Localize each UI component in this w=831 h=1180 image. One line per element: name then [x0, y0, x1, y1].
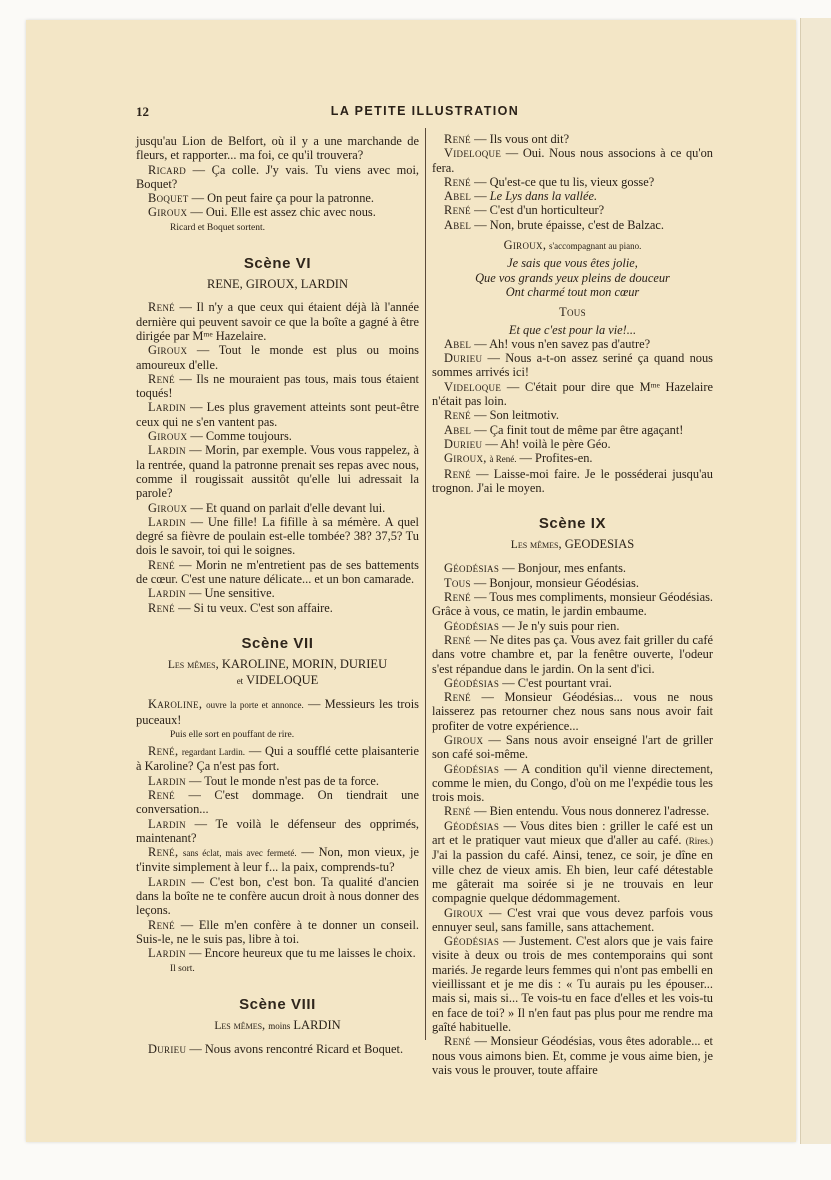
dialogue-line: Géodésias — Vous dites bien : griller le café est un art et le pratiquer vaut mieux que d'aller au café. (Rires.) J'ai la passion du café. Ainsi, tenez, ce soir, je dîne en ville chez de vieux amis. Eh bien, leur café détestable me gâterait ma soirée si je ne trouvais en leur compagnie quelque dédommagement.: [432, 818, 713, 906]
speaker-name: Géodésias: [444, 761, 500, 776]
speaker-name: Géodésias: [444, 818, 500, 833]
aside: (Rires.): [685, 836, 713, 847]
dialogue-text: Oui. Nous nous associons à ce qu'on fera.: [432, 146, 713, 175]
dialogue-line: René, regardant Lardin. — Qui a soufflé cette plaisanterie à Karoline? Ça n'est pas fort.: [136, 744, 420, 774]
speaker-name: René: [148, 845, 175, 860]
dialogue-text: J'ai la passion du café. Ainsi, tenez, ce soir, je dîne en ville chez de vieux amis. Eh bien, leur café détestable me gâterait ma soirée si je ne trouvais en leur compagnie quelque dédommagement.: [432, 848, 713, 906]
dialogue-line: Lardin — Une sensitive.: [148, 586, 275, 601]
dialogue-text: Tout le monde n'est pas de ta force.: [204, 773, 380, 788]
dialogue-text: Non, brute épaisse, c'est de Balzac.: [489, 217, 665, 232]
speaker-name: René: [148, 557, 175, 572]
dialogue-text: Messieurs les trois puceaux!: [136, 697, 419, 727]
speaker-name: René: [148, 744, 175, 759]
dialogue-text: Qui a soufflé cette plaisanterie à Karoline? Ça n'est pas fort.: [136, 744, 420, 774]
speaker-name: René: [148, 371, 175, 386]
dialogue-line: Lardin — C'est bon, c'est bon. Ta qualité d'ancien dans la boîte ne te confère aucun droit à nous donner des leçons.: [136, 874, 419, 918]
speaker-name: René: [148, 917, 175, 932]
dialogue-text: C'est dommage. On tiendrait une conversation...: [136, 787, 419, 817]
dialogue-text: Monsieur Géodésias... vous ne nous laisserez pas retourner chez nous sans nous avoir fait profiter de votre expérience...: [432, 690, 713, 733]
dialogue-line: René — Qu'est-ce que tu lis, vieux gosse?: [444, 174, 655, 189]
dialogue-text: Non, mon vieux, je t'invite simplement à leur f... la paix, comprends-tu?: [136, 845, 419, 875]
dialogue-line: René — Son leitmotiv.: [444, 408, 559, 423]
dialogue-text: C'est bon, c'est bon. Ta qualité d'ancien dans la boîte ne te confère aucun droit à nous donner des leçons.: [136, 874, 419, 918]
speaker-name: Durieu: [444, 436, 483, 451]
speaker-name: Ricard: [148, 162, 187, 177]
dialogue-text: Je n'y suis pour rien.: [517, 618, 620, 633]
scene-heading: Scène VII: [241, 634, 314, 652]
dialogue-text: Il n'y a que ceux qui étaient déjà là l'année dernière qui peuvent savoir ce que la boîte a gagné à être dirigée par Mᵐᵉ Hazelaire.: [136, 300, 419, 343]
dialogue-line: Abel — Non, brute épaisse, c'est de Balzac.: [444, 217, 665, 232]
dialogue-text: Tous mes compliments, monsieur Géodésias. Grâce à vous, ce matin, le jardin embaume.: [432, 590, 713, 619]
dialogue-line: Durieu — Nous a-t-on assez seriné ça quand nous sommes arrivés ici!: [432, 351, 713, 380]
dialogue-text: Laisse-moi faire. Je le posséderai jusqu'au trognon. J'ai le moyen.: [432, 466, 713, 495]
dialogue-line: René — Ils ne mouraient pas tous, mais tous étaient toqués!: [136, 371, 419, 401]
cast-segment: moins: [268, 1021, 291, 1032]
dialogue-text: Bonjour, mes enfants.: [517, 561, 626, 576]
dialogue-line: René — Ils vous ont dit?: [444, 132, 570, 146]
page-number: 12: [136, 104, 149, 119]
speaker-name: Lardin: [148, 443, 186, 458]
dialogue-text: Ah! voilà le père Géo.: [500, 436, 611, 451]
dialogue-text: Ça finit tout de même par être agaçant!: [489, 422, 684, 437]
speaker-name: René: [148, 600, 175, 615]
cast-segment: LARDIN: [290, 1018, 341, 1033]
speaker-name: Abel: [444, 336, 472, 351]
speaker-name: René: [444, 1034, 471, 1049]
cast-segment: RENE, GIROUX, LARDIN: [207, 277, 348, 292]
centered-speaker: [432, 305, 713, 319]
dialogue-text: Profites-en.: [535, 451, 593, 466]
speaker-name: René: [148, 787, 175, 802]
speaker-name: Giroux: [148, 205, 188, 220]
cast-line: [136, 277, 419, 292]
dialogue-text: Vous dites bien : griller le café est un art et le pratiquer vaut mieux que d'aller au café.: [432, 818, 713, 848]
dialogue-text: C'est d'un horticulteur?: [489, 203, 605, 218]
cast-line: [136, 673, 419, 689]
dialogue-text: Morin ne m'entretient pas de ses battements de cœur. C'est une nature délicate... et un bon camarade.: [136, 557, 419, 587]
speaker-name: Giroux: [444, 905, 484, 920]
cast-segment: , GEODESIAS: [558, 537, 635, 552]
speaker-name: Lardin: [148, 874, 186, 889]
scene-heading: Scène VI: [243, 255, 312, 273]
speaker-name: René: [444, 690, 471, 705]
dialogue-line: Abel — Le Lys dans la vallée.: [444, 189, 598, 204]
dialogue-text: Justement. C'est alors que je vais faire visite à deux ou trois de mes contemporains qui sont mariés. Je regarde leurs femmes qui n'ont pas embelli en vieillissant et je me dis : « Tu aurais pu les épouser... mais si, mais si... Te vois-tu en face d'elles et les vois-tu en face de toi? » Il n'en faut pas plus pour me rendre ma gaîté habituelle.: [432, 934, 713, 1034]
dialogue-text: Et quand on parlait d'elle devant lui.: [205, 500, 386, 515]
dialogue-line: Durieu — Ah! voilà le père Géo.: [444, 436, 611, 451]
dialogue-line: René — Il n'y a que ceux qui étaient déjà là l'année dernière qui peuvent savoir ce que la boîte a gagné à être dirigée par Mᵐᵉ Hazelaire.: [136, 300, 419, 343]
dialogue-text: Bonjour, monsieur Géodésias.: [489, 575, 639, 590]
speaker-name: Géodésias: [444, 675, 500, 690]
dialogue-line: Videloque — Oui. Nous nous associons à ce qu'on fera.: [432, 146, 713, 175]
speaker-name: Lardin: [148, 773, 186, 788]
dialogue-line: Giroux — Sans nous avoir enseigné l'art de griller son café soi-même.: [432, 732, 713, 762]
dialogue-text: Ils vous ont dit?: [489, 132, 570, 146]
dialogue-text: Le Lys dans la vallée.: [489, 189, 598, 204]
speaker-name: Abel: [444, 189, 472, 204]
dialogue-line: Giroux — Oui. Elle est assez chic avec nous.: [148, 205, 376, 220]
adjacent-page-edge: [800, 18, 831, 1144]
cast-line: [432, 537, 713, 553]
speaker-name: Lardin: [148, 946, 186, 961]
speaker-name: Giroux: [148, 343, 188, 358]
dialogue-text: Ne dites pas ça. Vous avez fait griller du café dans votre chambre et, par la fenêtre ouverte, l'odeur s'est répandue dans le jardin. On la sent d'ici.: [432, 632, 713, 676]
speaker-name: Videloque: [444, 379, 502, 394]
dialogue-line: Géodésias — Bonjour, mes enfants.: [444, 561, 626, 576]
column-divider: [425, 128, 426, 1040]
stage-direction: Ricard et Boquet sortent.: [170, 222, 265, 233]
dialogue-text: Nous avons rencontré Ricard et Boquet.: [204, 1042, 404, 1057]
speaker-name: Giroux: [444, 732, 484, 747]
dialogue-line: Lardin — Tout le monde n'est pas de ta force.: [148, 773, 380, 788]
stage-direction: sans éclat, mais avec fermeté.: [182, 848, 297, 859]
cast-segment: Les mêmes: [510, 539, 559, 552]
dialogue-text: On peut faire ça pour la patronne.: [207, 191, 375, 206]
dialogue-text: Sans nous avoir enseigné l'art de griller son café soi-même.: [432, 732, 713, 762]
cast-line: [136, 1018, 419, 1034]
dialogue-line: Lardin — Morin, par exemple. Vous vous rappelez, à la rentrée, quand la patronne prenait ses repas avec nous, comme il rougissait aussitôt qu'elle lui adressait la parole?: [136, 443, 419, 501]
dialogue-text: C'est pourtant vrai.: [517, 675, 612, 690]
dialogue-line: Lardin — Encore heureux que tu me laisses le choix.: [148, 946, 416, 961]
cast-line: [136, 657, 419, 673]
dialogue-text: A condition qu'il vienne directement, comme le mien, du Congo, d'où on me l'expédie tous les trois mois.: [432, 761, 713, 805]
continued-text: jusqu'au Lion de Belfort, où il y a une marchande de fleurs, et rapporter... ma foi, ce qu'il trouvera?: [136, 134, 419, 163]
dialogue-line: René — C'est d'un horticulteur?: [444, 203, 605, 218]
dialogue-line: Karoline, ouvre la porte et annonce. — Messieurs les trois puceaux!: [136, 697, 419, 727]
speaker-name: Giroux: [148, 429, 188, 444]
dialogue-line: René, sans éclat, mais avec fermeté. — Non, mon vieux, je t'invite simplement à leur f... la paix, comprends-tu?: [136, 845, 419, 875]
dialogue-line: Boquet — On peut faire ça pour la patronne.: [148, 191, 375, 206]
dialogue-line: Durieu — Nous avons rencontré Ricard et Boquet.: [148, 1042, 404, 1057]
verse-line: Et que c'est pour la vie!...: [508, 322, 637, 337]
speaker-name: René: [444, 174, 471, 189]
scene-characters: [136, 657, 419, 689]
speaker-name: Abel: [444, 422, 472, 437]
dialogue-text: Tout le monde est plus ou moins amoureux d'elle.: [136, 343, 419, 372]
dialogue-text: Une fille! La fifille à sa mémère. A quel degré sa fièvre de poulain est-elle tombée? 38? 37,5? Tu dois le savoir, toi qui le soignes.: [136, 514, 420, 558]
speaker-name: Géodésias: [444, 934, 500, 949]
cast-segment: ,: [262, 1018, 269, 1033]
stage-direction: Il sort.: [170, 963, 195, 974]
scene-characters: [136, 1018, 419, 1034]
speaker-name: René: [444, 632, 471, 647]
speaker-name: Giroux: [148, 500, 188, 515]
dialogue-text: Ça colle. J'y vais. Tu viens avec moi, Boquet?: [136, 162, 419, 191]
dialogue-text: Monsieur Géodésias, vous êtes adorable... et nous vous aimons bien. Et, comme je vous aime bien, je vais vous le prouver, toute affaire: [432, 1034, 713, 1077]
cast-segment: Les mêmes: [167, 659, 216, 672]
speaker-name: Durieu: [148, 1042, 187, 1057]
dialogue-text: Son leitmotiv.: [489, 408, 559, 423]
verse-line: Que vos grands yeux pleins de douceur: [475, 270, 670, 285]
speaker-name: René: [444, 132, 471, 146]
speaker-name: Giroux: [444, 451, 484, 466]
dialogue-text: C'était pour dire que Mᵐᵉ Hazelaire n'était pas loin.: [432, 379, 713, 409]
speaker-name: René: [148, 300, 175, 315]
scene-characters: [136, 277, 419, 292]
dialogue-line: Abel — Ça finit tout de même par être agaçant!: [444, 422, 684, 437]
dialogue-line: René — Bien entendu. Vous nous donnerez l'adresse.: [444, 804, 710, 819]
dialogue-line: Giroux, à René. — Profites-en.: [444, 451, 593, 466]
left-column: [136, 134, 419, 1056]
speaker-name: Lardin: [148, 400, 186, 415]
scene-heading: Scène IX: [538, 515, 607, 533]
speaker-name: Tous: [444, 575, 471, 590]
dialogue-line: Giroux — Et quand on parlait d'elle devant lui.: [148, 500, 386, 515]
speaker-name: Lardin: [148, 514, 186, 529]
dialogue-line: René — Ne dites pas ça. Vous avez fait griller du café dans votre chambre et, par la fenêtre ouverte, l'odeur s'est répandue dans le jardin. On la sent d'ici.: [432, 632, 713, 676]
dialogue-line: Giroux — Comme toujours.: [148, 429, 292, 444]
song-verse: [432, 323, 713, 337]
dialogue-line: Lardin — Les plus gravement atteints sont peut-être ceux qui ne s'en vantent pas.: [136, 400, 419, 429]
stage-direction: à René.: [489, 454, 517, 465]
speaker-name: Boquet: [148, 191, 189, 206]
dialogue-line: René — Elle m'en confère à te donner un conseil. Suis-le, ne le suis pas, libre à toi.: [136, 917, 419, 946]
dialogue-line: Lardin — Une fille! La fifille à sa mémère. A quel degré sa fièvre de poulain est-elle tombée? 38? 37,5? Tu dois le savoir, toi qui le soignes.: [136, 514, 420, 558]
dialogue-line: Videloque — C'était pour dire que Mᵐᵉ Hazelaire n'était pas loin.: [432, 379, 713, 409]
dialogue-text: Elle m'en confère à te donner un conseil. Suis-le, ne le suis pas, libre à toi.: [136, 917, 419, 946]
dialogue-line: Géodésias — Justement. C'est alors que je vais faire visite à deux ou trois de mes contemporains qui sont mariés. Je regarde leurs femmes qui n'ont pas embelli en vieillissant et je me dis : « Tu aurais pu les épouser... mais si, mais si... Te vois-tu en face d'elles et les vois-tu en face de toi? » Il n'en faut pas plus pour me rendre ma gaîté habituelle.: [432, 934, 713, 1034]
speaker-name: René: [444, 590, 471, 605]
dialogue-line: René — Monsieur Géodésias... vous ne nous laisserez pas retourner chez nous sans nous avoir fait profiter de votre expérience...: [432, 690, 713, 733]
dialogue-line: Tous — Bonjour, monsieur Géodésias.: [444, 575, 639, 590]
verse-line: Je sais que vous êtes jolie,: [507, 256, 638, 271]
dialogue-text: Oui. Elle est assez chic avec nous.: [205, 205, 376, 220]
speaker-name: Géodésias: [444, 618, 500, 633]
cast-segment: VIDELOQUE: [243, 673, 319, 688]
scene-characters: [432, 537, 713, 553]
speaker-name: René: [444, 203, 471, 218]
stage-direction: s'accompagnant au piano.: [549, 241, 642, 252]
dialogue-text: Si tu veux. C'est son affaire.: [193, 600, 333, 615]
stage-direction: ouvre la porte et annonce.: [206, 700, 304, 711]
centered-speaker: Giroux, s'accompagnant au piano.: [503, 238, 642, 253]
dialogue-text: Une sensitive.: [204, 586, 275, 601]
dialogue-line: René — Monsieur Géodésias, vous êtes adorable... et nous vous aimons bien. Et, comme je vous aime bien, je vais vous le prouver, toute affaire: [432, 1034, 713, 1077]
dialogue-line: Géodésias — C'est pourtant vrai.: [444, 675, 612, 690]
dialogue-text: Ils ne mouraient pas tous, mais tous étaient toqués!: [136, 371, 419, 401]
cast-segment: Les mêmes: [214, 1020, 263, 1033]
verse-line: Ont charmé tout mon cœur: [505, 284, 640, 299]
song-verse: [432, 256, 713, 299]
dialogue-line: Giroux — C'est vrai que vous devez parfois vous ennuyer seul, sans famille, sans attachement.: [432, 905, 713, 934]
speaker-name: Lardin: [148, 816, 186, 831]
speaker-name: René: [444, 408, 471, 423]
dialogue-line: René — Morin ne m'entretient pas de ses battements de cœur. C'est une nature délicate... et un bon camarade.: [136, 557, 419, 587]
dialogue-text: Qu'est-ce que tu lis, vieux gosse?: [489, 174, 655, 189]
scene-heading: Scène VIII: [239, 995, 316, 1013]
stage-direction: regardant Lardin.: [181, 747, 246, 758]
stage-direction: Puis elle sort en pouffant de rire.: [170, 729, 295, 740]
dialogue-line: Abel — Ah! vous n'en savez pas d'autre?: [444, 336, 651, 351]
speaker-name: René: [444, 804, 471, 819]
dialogue-line: Géodésias — Je n'y suis pour rien.: [444, 618, 620, 633]
dialogue-line: René — Laisse-moi faire. Je le posséderai jusqu'au trognon. J'ai le moyen.: [432, 466, 713, 495]
dialogue-text: Nous a-t-on assez seriné ça quand nous sommes arrivés ici!: [432, 351, 713, 380]
speaker-name: Durieu: [444, 351, 483, 366]
right-column: [432, 132, 713, 1077]
cast-segment: et: [236, 676, 244, 687]
dialogue-line: Giroux — Tout le monde est plus ou moins amoureux d'elle.: [136, 343, 419, 372]
cast-segment: , KAROLINE, MORIN, DURIEU: [215, 657, 388, 672]
dialogue-text: Ah! vous n'en savez pas d'autre?: [489, 336, 651, 351]
speaker-name: Géodésias: [444, 561, 500, 576]
dialogue-line: René — Si tu veux. C'est son affaire.: [148, 600, 333, 615]
dialogue-text: C'est vrai que vous devez parfois vous ennuyer seul, sans famille, sans attachement.: [432, 905, 713, 934]
dialogue-line: René — C'est dommage. On tiendrait une conversation...: [136, 787, 419, 817]
dialogue-text: Te voilà le défenseur des opprimés, maintenant?: [136, 816, 419, 845]
dialogue-line: René — Tous mes compliments, monsieur Géodésias. Grâce à vous, ce matin, le jardin embaume.: [432, 590, 713, 619]
running-title: LA PETITE ILLUSTRATION: [330, 104, 520, 118]
dialogue-text: Comme toujours.: [205, 429, 292, 444]
dialogue-text: Les plus gravement atteints sont peut-être ceux qui ne s'en vantent pas.: [136, 400, 419, 429]
speaker-name: Tous: [559, 305, 586, 320]
speaker-name: Giroux: [503, 238, 543, 253]
speaker-name: Karoline: [148, 697, 199, 712]
speaker-name: René: [444, 466, 471, 481]
dialogue-line: Ricard — Ça colle. J'y vais. Tu viens avec moi, Boquet?: [136, 162, 419, 191]
dialogue-text: Morin, par exemple. Vous vous rappelez, à la rentrée, quand la patronne prenait ses repas avec nous, comme il rougissait aussitôt qu'elle lui adressait la parole?: [136, 443, 419, 501]
speaker-name: Abel: [444, 217, 472, 232]
dialogue-text: Bien entendu. Vous nous donnerez l'adresse.: [489, 804, 710, 819]
dialogue-text: Encore heureux que tu me laisses le choix.: [204, 946, 416, 961]
speaker-name: Lardin: [148, 586, 186, 601]
speaker-name: Videloque: [444, 146, 502, 161]
dialogue-line: Géodésias — A condition qu'il vienne directement, comme le mien, du Congo, d'où on me l'expédie tous les trois mois.: [432, 761, 713, 805]
dialogue-line: Lardin — Te voilà le défenseur des opprimés, maintenant?: [136, 816, 419, 845]
